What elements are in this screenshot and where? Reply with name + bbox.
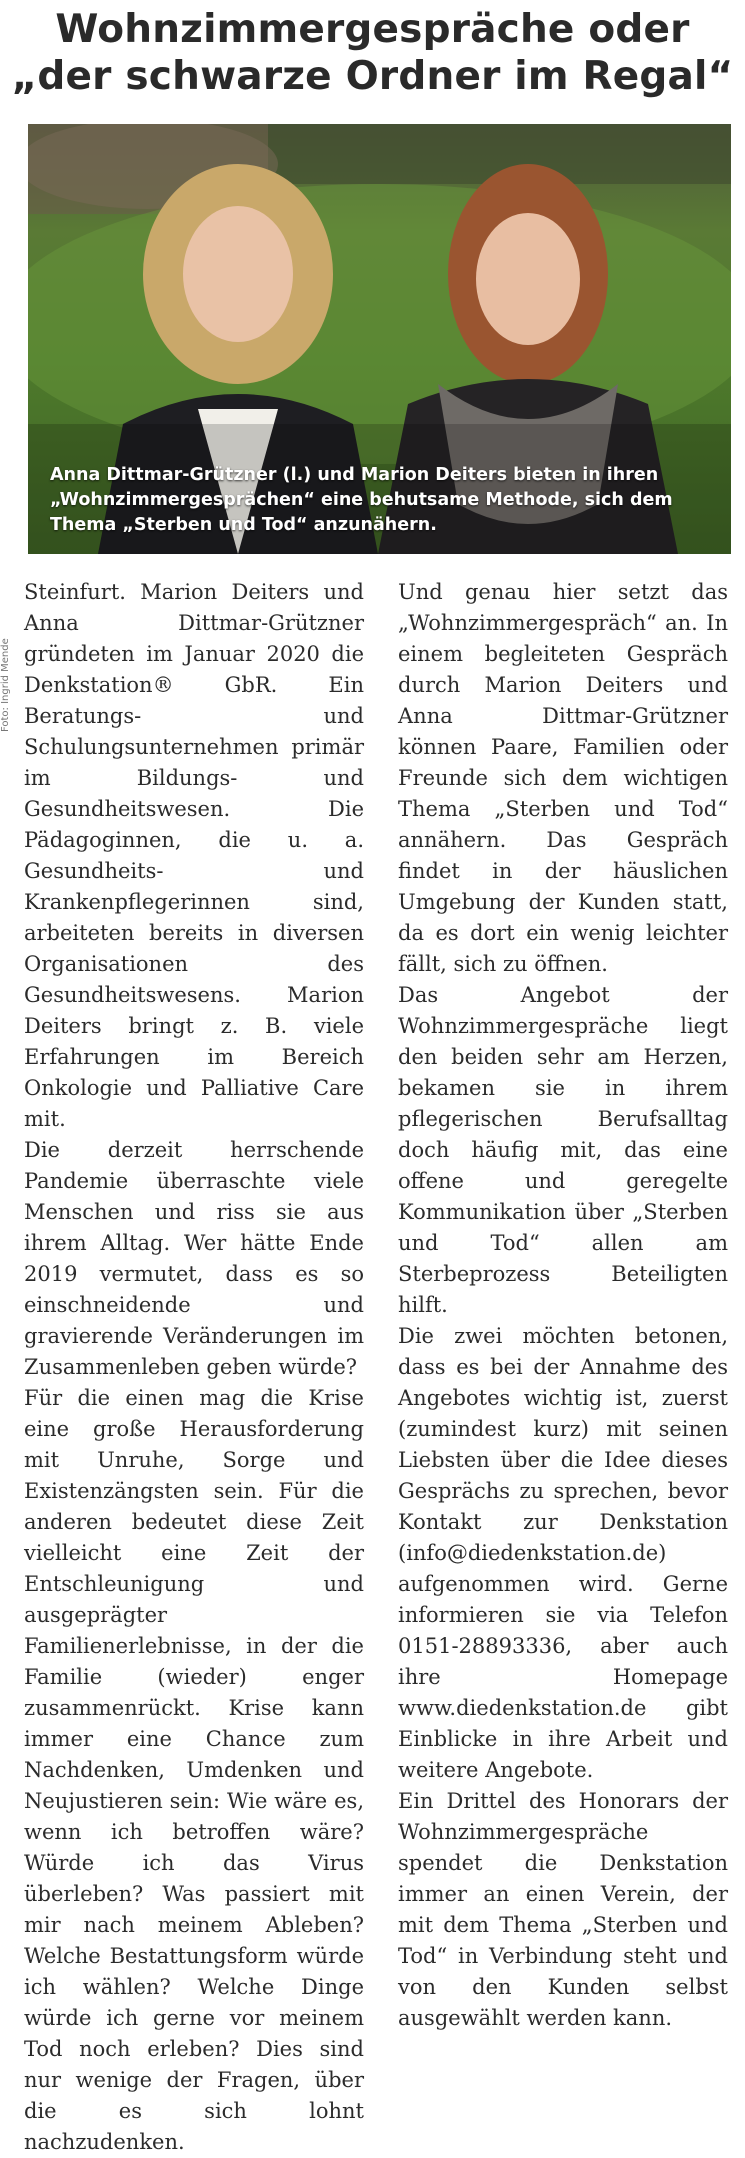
paragraph: Die derzeit herrschende Pandemie überraschte viele Menschen und riss sie aus ihrem Alltag. Wer hätte Ende 2019 vermutet, dass es so einschneidende und gravierende Veränderungen im Zusammenleben geben würde? [24,1138,364,1379]
photo-credit: Foto: Ingrid Mende [0,638,11,732]
photo-caption: Anna Dittmar-Grützner (l.) und Marion Deiters bieten in ihren „Wohnzimmergesprächen“ eine behutsame Methode, sich dem Thema „Sterben und Tod“ anzunähern. [50,465,673,535]
paragraph: Und genau hier setzt das „Wohnzimmergespräch“ an. In einem begleiteten Gespräch durch Marion Deiters und Anna Dittmar-Grützner können Paare, Familien oder Freunde sich dem wichtigen Thema „Sterben und Tod“ annähern. Das Gespräch findet in der häuslichen Umgebung der Kunden statt, da es dort ein wenig leichter fällt, sich zu öffnen. [398,580,728,976]
article-column-right [398,577,728,2034]
paragraph: Steinfurt. Marion Deiters und Anna Dittmar-Grützner gründeten im Januar 2020 die Denkstation® GbR. Ein Beratungs- und Schulungsunternehmen primär im Bildungs- und Gesundheitswesen. Die Pädagoginnen, die u. a. Gesundheits- und Krankenpflegerinnen sind, arbeiteten bereits in diversen Organisationen des Gesundheitswesens. Marion Deiters bringt z. B. viele Erfahrungen im Bereich Onkologie und Palliative Care mit. [24,580,364,1131]
paragraph: Das Angebot der Wohnzimmergespräche liegt den beiden sehr am Herzen, bekamen sie in ihrem pflegerischen Berufsalltag doch häufig mit, das eine offene und geregelte Kommunikation über „Sterben und Tod“ allen am Sterbeprozess Beteiligten hilft. [398,983,728,1317]
article-column-left [24,577,364,2158]
paragraph: Die zwei möchten betonen, dass es bei der Annahme des Angebotes wichtig ist, zuerst (zumindest kurz) mit seinen Liebsten über die Idee dieses Gesprächs zu sprechen, bevor Kontakt zur Denkstation (info@diedenkstation.de) aufgenommen wird. Gerne informieren sie via Telefon 0151-28893336, aber auch ihre Homepage www.diedenkstation.de gibt Einblicke in ihre Arbeit und weitere Angebote. [398,1324,728,1782]
headline-line-1: Wohnzimmergespräche oder [55,7,690,52]
paragraph: Ein Drittel des Honorars der Wohnzimmergespräche spendet die Denkstation immer an einen Verein, der mit dem Thema „Sterben und Tod“ in Verbindung steht und von den Kunden selbst ausgewählt werden kann. [398,1789,728,2030]
headline-line-2: „der schwarze Ordner im Regal“ [11,54,734,99]
article-photo [28,124,731,554]
article-headline [0,6,745,100]
paragraph: Für die einen mag die Krise eine große Herausforderung mit Unruhe, Sorge und Existenzängsten sein. Für die anderen bedeutet diese Zeit vielleicht eine Zeit der Entschleunigung und ausgeprägter Familienerlebnisse, in der die Familie (wieder) enger zusammenrückt. Krise kann immer eine Chance zum Nachdenken, Umdenken und Neujustieren sein: Wie wäre es, wenn ich betroffen wäre? Würde ich das Virus überleben? Was passiert mit mir nach meinem Ableben? Welche Bestattungsform würde ich wählen? Welche Dinge würde ich gerne vor meinem Tod noch erleben? Dies sind nur wenige der Fragen, über die es sich lohnt nachzudenken. [24,1386,364,2154]
